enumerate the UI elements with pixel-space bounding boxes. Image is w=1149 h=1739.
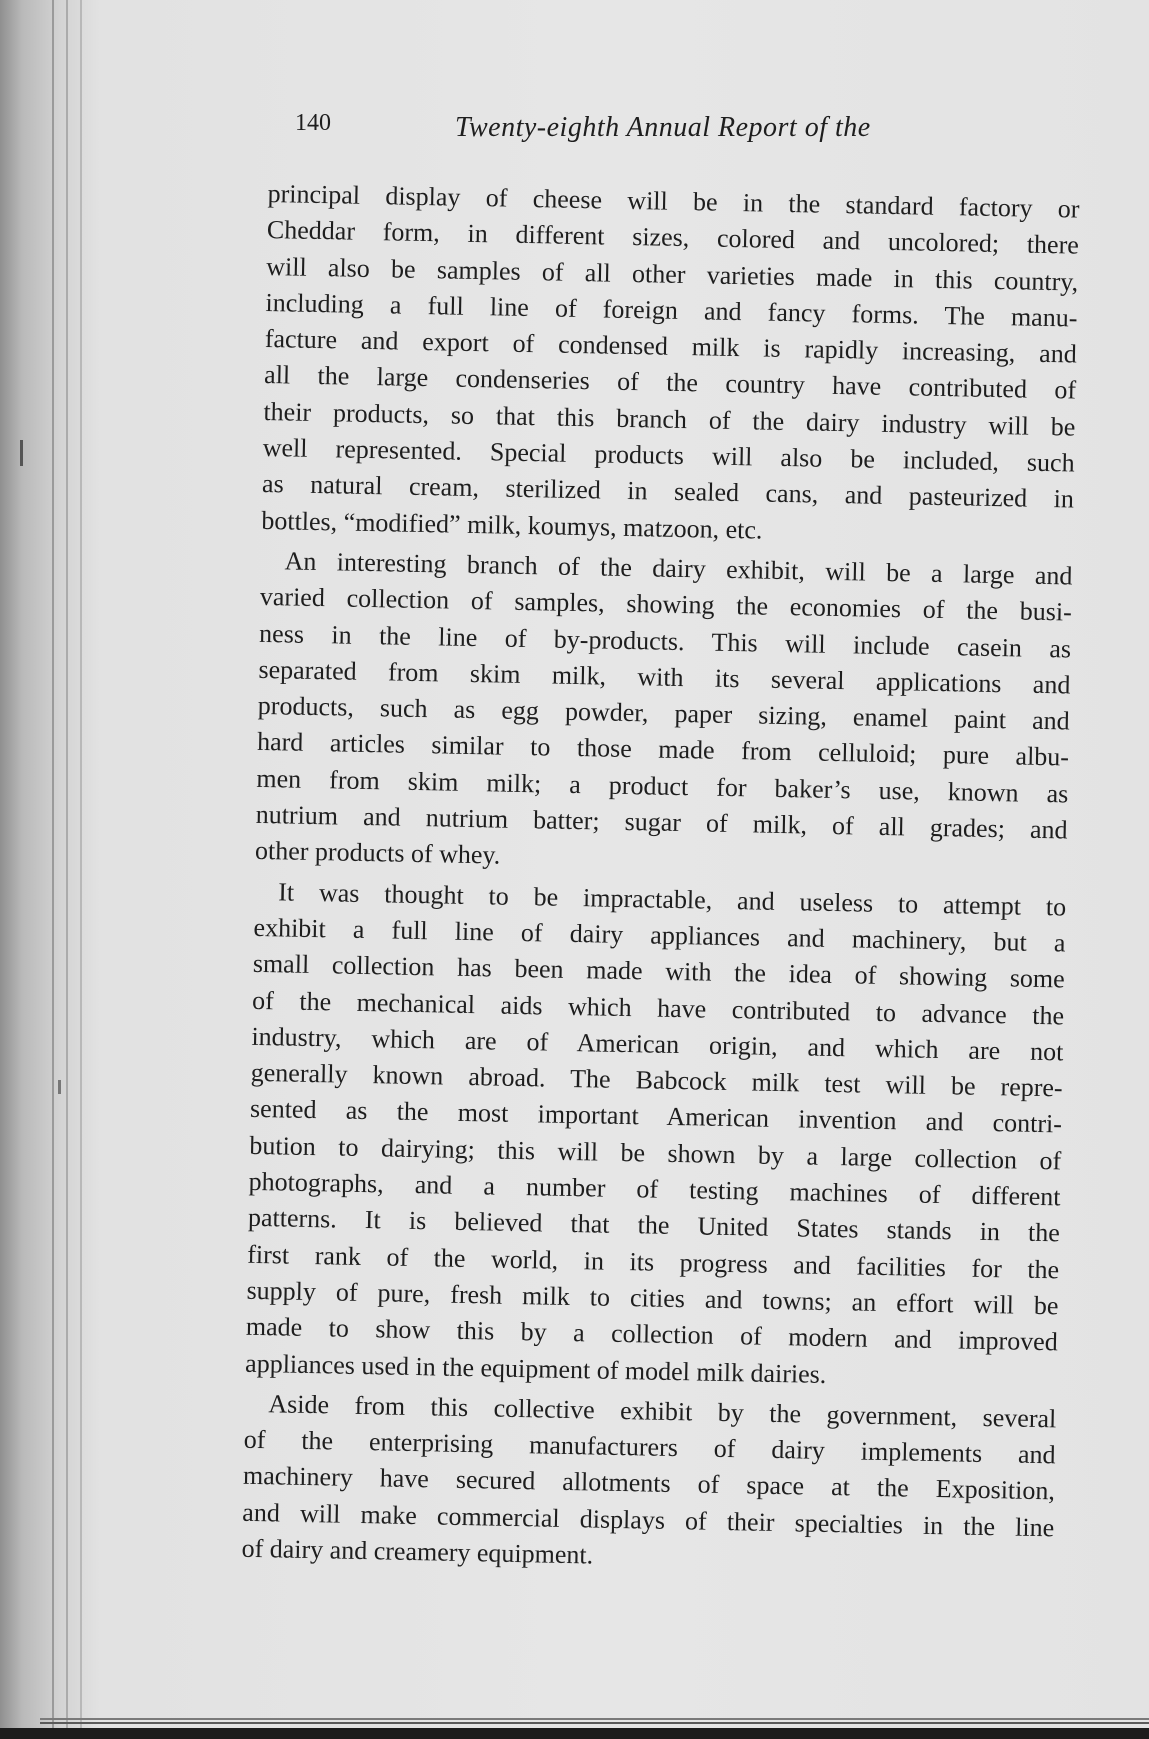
text-line: supply of pure, fresh milk to cities and towns; an effort will be [246, 1275, 1059, 1321]
text-line: principal display of cheese will be in the standard factory or [267, 178, 1080, 224]
text-line: facture and export of condensed milk is rapidly increasing, and [264, 324, 1078, 369]
text-line: and will make commercial displays of their specialties in the line [242, 1497, 1055, 1543]
text-line: small collection has been made with the idea of showing some [252, 949, 1066, 994]
text-line: including a full line of foreign and fancy forms. The manu- [265, 287, 1078, 333]
running-head: Twenty-eighth Annual Report of the [455, 112, 871, 143]
text-line: products, such as egg powder, paper sizing, enamel paint and [257, 691, 1070, 736]
text-line: hard articles similar to those made from celluloid; pure albu- [256, 727, 1070, 772]
paragraph-2 [255, 543, 1073, 885]
page-header [295, 110, 995, 154]
text-line: generally known abroad. The Babcock milk test will be repre- [250, 1057, 1063, 1103]
text-line: patterns. It is believed that the United States stands in the [247, 1203, 1061, 1248]
scan-speck [58, 1080, 61, 1094]
bottom-edge-rule [40, 1718, 1149, 1720]
text-line: An interesting branch of the dairy exhibit, will be a large and [284, 546, 1073, 591]
text-line: first rank of the world, in its progress and facilities for the [247, 1239, 1060, 1284]
text-line: machinery have secured allotments of space at the Exposition, [242, 1461, 1056, 1506]
text-line: varied collection of samples, showing the economies of the busi- [259, 582, 1073, 627]
text-line: will also be samples of all other varieties made in this country, [265, 251, 1079, 297]
binding-edge-line [80, 0, 82, 1728]
text-line: Aside from this collective exhibit by the government, several [268, 1389, 1057, 1434]
text-line: separated from skim milk, with its several applications and [258, 654, 1071, 700]
text-line: of dairy and creamery equipment. [241, 1533, 594, 1570]
text-line: of the enterprising manufacturers of dairy implements and [243, 1424, 1056, 1470]
text-line: other products of whey. [254, 836, 501, 870]
text-line: appliances used in the equipment of model milk dairies. [244, 1348, 827, 1389]
text-line: photographs, and a number of testing machines of different [248, 1166, 1061, 1212]
paragraph-1 [261, 176, 1080, 554]
scan-speck [20, 440, 23, 466]
text-line: men from skim milk; a product for baker’s use, known as [256, 763, 1069, 809]
text-line: bottles, “modified” milk, koumys, matzoon, etc. [261, 505, 763, 545]
text-line: their products, so that this branch of the dairy industry will be [263, 396, 1076, 442]
binding-edge-line [66, 0, 68, 1728]
binding-shadow-line [52, 0, 54, 1728]
paragraph-4 [241, 1386, 1056, 1583]
bottom-edge-rule [40, 1722, 1149, 1724]
text-line: nutrium and nutrium batter; sugar of milk, of all grades; and [255, 799, 1068, 845]
text-line: of the mechanical aids which have contributed to advance the [251, 985, 1065, 1030]
text-line: as natural cream, sterilized in sealed cans, and pasteurized in [261, 469, 1075, 514]
text-line: ness in the line of by-products. This will include casein as [258, 618, 1072, 664]
text-line: well represented. Special products will also be included, such [262, 433, 1075, 478]
text-line: bution to dairying; this will be shown by a large collection of [249, 1130, 1062, 1176]
paragraph-3 [245, 874, 1067, 1398]
text-line: made to show this by a collection of modern and improved [245, 1311, 1059, 1357]
text-line: exhibit a full line of dairy appliances and machinery, but a [253, 912, 1066, 958]
text-line: It was thought to be impractable, and useless to attempt to [277, 876, 1067, 922]
text-line: sented as the most important American invention and contri- [249, 1094, 1063, 1139]
page-number: 140 [295, 110, 331, 136]
text-line: Cheddar form, in different sizes, colored and uncolored; there [266, 215, 1080, 260]
text-line: all the large condenseries of the country have contributed of [263, 360, 1077, 406]
text-line: industry, which are of American origin, and which are not [251, 1021, 1064, 1067]
body-text [241, 176, 1080, 1583]
